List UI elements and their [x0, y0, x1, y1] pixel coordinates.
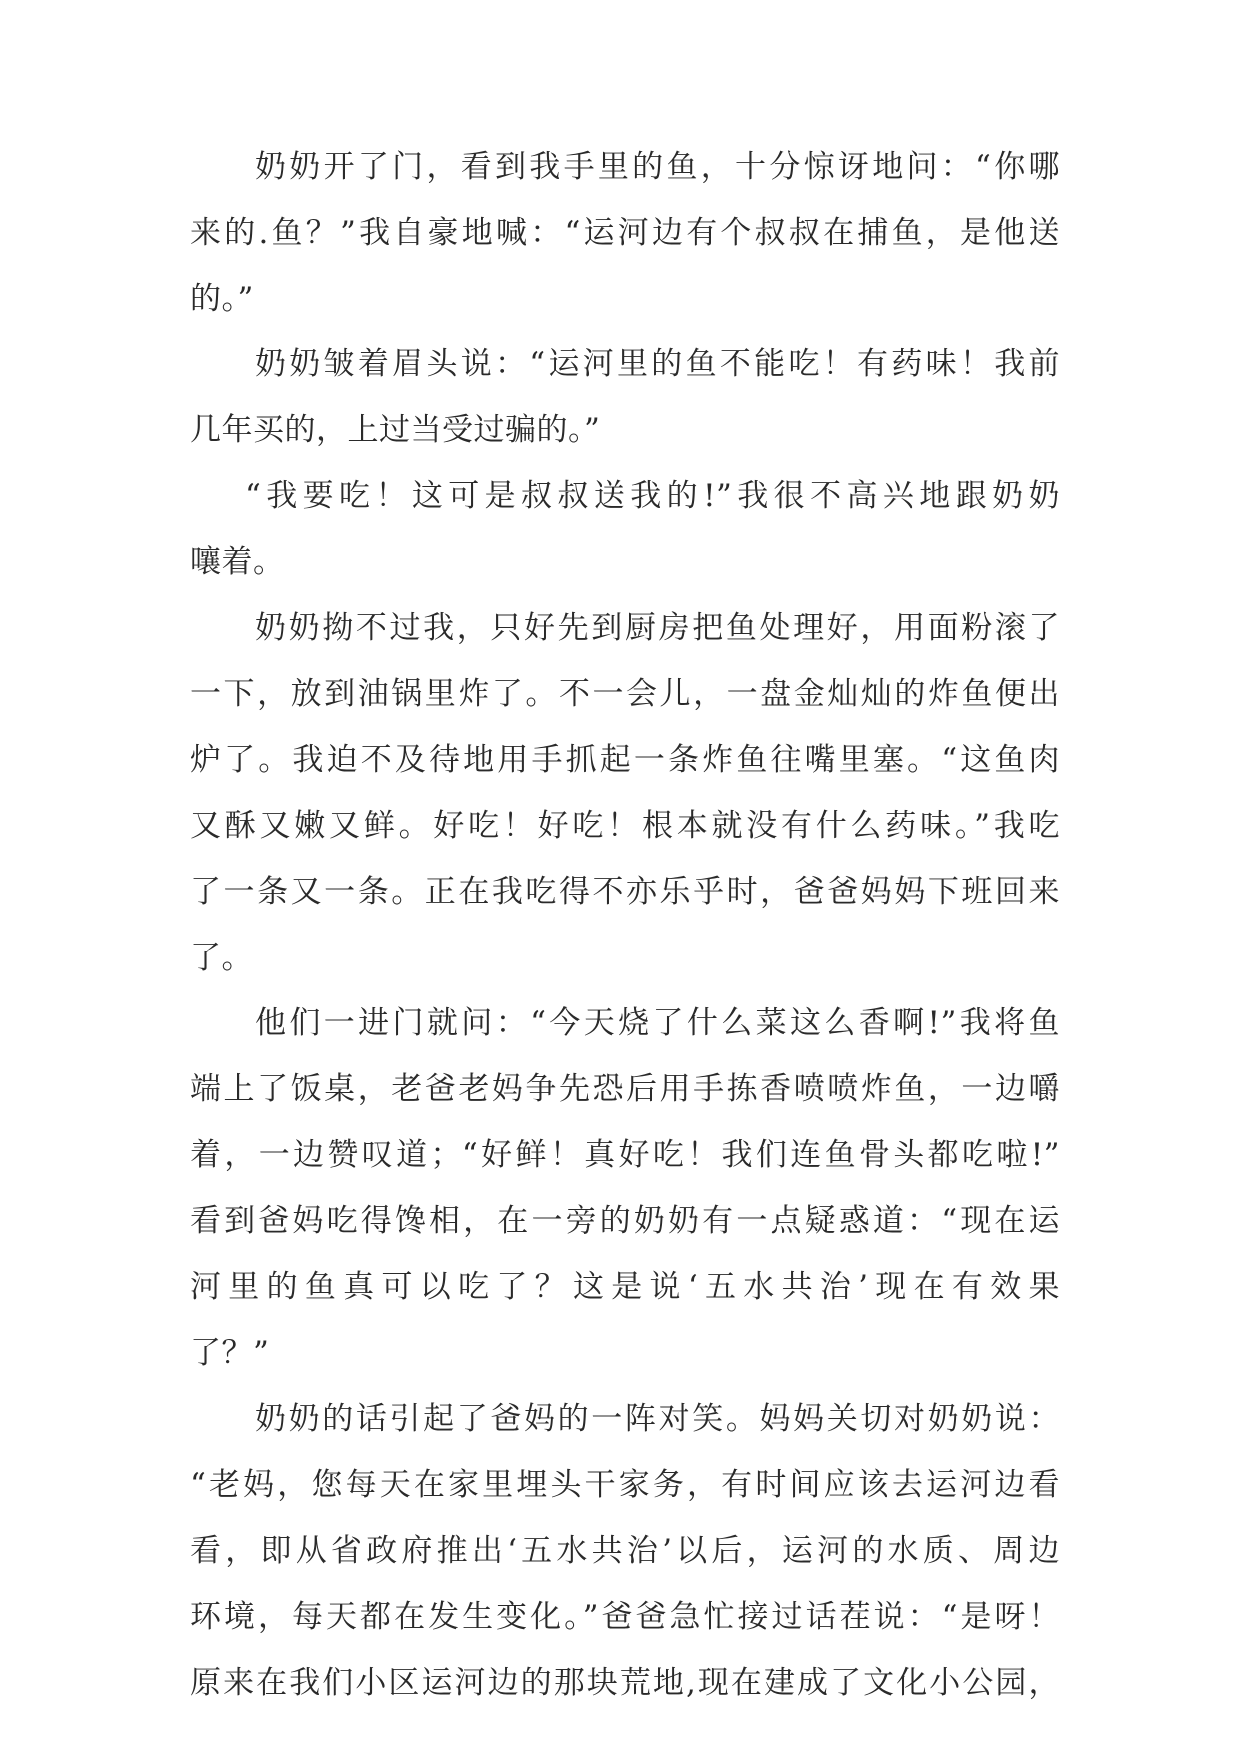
- text-line: “老妈，您每天在家里埋头干家务，有时间应该去运河边看: [190, 1467, 1060, 1503]
- text-line: 奶奶开了门，看到我手里的鱼，十分惊讶地问：“你哪: [255, 149, 1060, 185]
- text-line: 一下，放到油锅里炸了。不一会儿，一盘金灿灿的炸鱼便出: [190, 676, 1060, 712]
- text-line: 端上了饭桌，老爸老妈争先恐后用手拣香喷喷炸鱼，一边嚼: [190, 1071, 1060, 1107]
- text-line: 的。”: [190, 281, 254, 317]
- text-line: 他们一进门就问：“今天烧了什么菜这么香啊!”我将鱼: [255, 1005, 1060, 1041]
- text-line: 炉了。我迫不及待地用手抓起一条炸鱼往嘴里塞。“这鱼肉: [190, 742, 1060, 778]
- text-line: 几年买的，上过当受过骗的。”: [190, 412, 601, 448]
- text-line: 奶奶的话引起了爸妈的一阵对笑。妈妈关切对奶奶说：: [255, 1401, 1060, 1437]
- text-line: 原来在我们小区运河边的那块荒地,现在建成了文化小公园，: [190, 1665, 1060, 1701]
- text-line: 奶奶皱着眉头说：“运河里的鱼不能吃！有药味！我前: [255, 346, 1060, 382]
- text-line: 奶奶拗不过我，只好先到厨房把鱼处理好，用面粉滚了: [255, 610, 1060, 646]
- text-line: “我要吃！这可是叔叔送我的!”我很不高兴地跟奶奶: [245, 478, 1060, 514]
- text-line: 来的.鱼？”我自豪地喊：“运河边有个叔叔在捕鱼，是他送: [190, 215, 1060, 251]
- text-line: 又酥又嫩又鲜。好吃！好吃！根本就没有什么药味。”我吃: [190, 808, 1060, 844]
- text-line: 看到爸妈吃得馋相，在一旁的奶奶有一点疑惑道：“现在运: [190, 1203, 1060, 1239]
- text-line: 环境，每天都在发生变化。”爸爸急忙接过话茬说：“是呀！: [190, 1599, 1060, 1635]
- text-line: 看，即从省政府推出‘五水共治’以后，运河的水质、周边: [190, 1533, 1060, 1569]
- text-line: 了一条又一条。正在我吃得不亦乐乎时，爸爸妈妈下班回来: [190, 874, 1060, 910]
- text-line: 河里的鱼真可以吃了？这是说‘五水共治’现在有效果: [190, 1269, 1060, 1305]
- text-line: 了。: [190, 940, 253, 976]
- text-line: 着，一边赞叹道；“好鲜！真好吃！我们连鱼骨头都吃啦!”: [190, 1137, 1060, 1173]
- text-line: 了？”: [190, 1335, 270, 1371]
- text-line: 嚷着。: [190, 544, 285, 580]
